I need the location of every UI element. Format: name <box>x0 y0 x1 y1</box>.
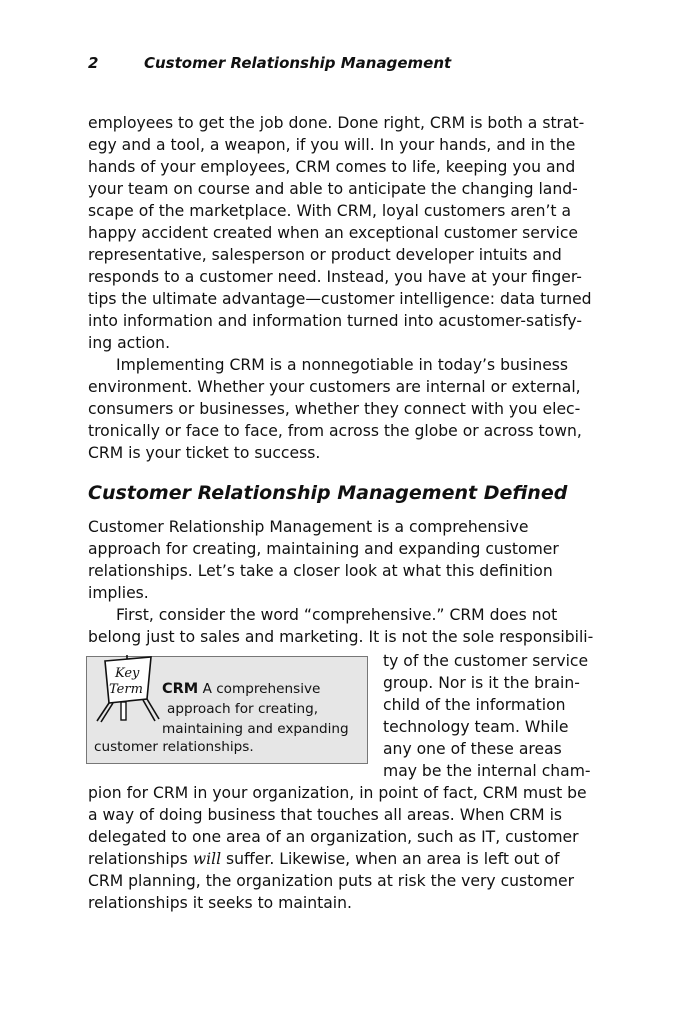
text-line: tips the ultimate advantage—customer intelligence: data turned <box>88 290 592 308</box>
wrapped-text <box>383 650 603 782</box>
key-term-line-3: maintaining and expanding <box>162 721 349 737</box>
text-line: egy and a tool, a weapon, if you will. In your hands, and in the <box>88 136 576 154</box>
text-line: Customer Relationship Management is a comprehensive <box>88 518 529 536</box>
text-line: Implementing CRM is a nonnegotiable in today’s business <box>116 356 569 374</box>
text-line: CRM planning, the organization puts at risk the very customer <box>88 872 575 890</box>
emphasis-will: will <box>192 850 222 868</box>
text-line: tronically or face to face, from across the globe or across town, <box>88 422 582 440</box>
text-line: delegated to one area of an organization, such as IT, customer <box>88 828 579 846</box>
text-run: relationships <box>88 850 188 868</box>
closing-paragraph <box>88 782 600 914</box>
text-line <box>88 848 600 870</box>
text-line: environment. Whether your customers are internal or external, <box>88 378 581 396</box>
text-line: pion for CRM in your organization, in point of fact, CRM must be <box>88 784 587 802</box>
text-line: group. Nor is it the brain- <box>383 674 580 692</box>
text-line: any one of these areas <box>383 740 562 758</box>
intro-paragraph <box>88 112 600 464</box>
text-line: into information and information turned into acustomer-satisfy- <box>88 312 582 330</box>
page-number: 2 <box>88 54 99 72</box>
key-term-text: A comprehensive <box>202 681 321 697</box>
key-term-word: CRM <box>162 681 199 697</box>
text-line: may be the internal cham- <box>383 762 591 780</box>
term-icon-text: Term <box>109 682 143 697</box>
text-line: consumers or businesses, whether they connect with you elec- <box>88 400 581 418</box>
definition-paragraph <box>88 516 600 648</box>
key-term-line-4: customer relationships. <box>94 739 254 755</box>
text-line: child of the information <box>383 696 566 714</box>
key-term-easel-icon <box>91 655 161 727</box>
section-heading: Customer Relationship Management Defined <box>88 482 568 504</box>
text-line: relationships it seeks to maintain. <box>88 894 352 912</box>
text-line: belong just to sales and marketing. It is not the sole responsibili- <box>88 628 594 646</box>
key-term-line-2: approach for creating, <box>167 701 319 717</box>
text-line: your team on course and able to anticipate the changing land- <box>88 180 578 198</box>
text-line: a way of doing business that touches all areas. When CRM is <box>88 806 563 824</box>
text-line: happy accident created when an exceptional customer service <box>88 224 579 242</box>
key-term-box <box>86 656 368 764</box>
text-line: scape of the marketplace. With CRM, loyal customers aren’t a <box>88 202 572 220</box>
text-line: ty of the customer service <box>383 652 589 670</box>
text-line: relationships. Let’s take a closer look at what this definition <box>88 562 553 580</box>
text-line: responds to a customer need. Instead, you have at your finger- <box>88 268 582 286</box>
key-icon-text: Key <box>115 666 140 681</box>
text-line: implies. <box>88 584 149 602</box>
text-line: approach for creating, maintaining and expanding customer <box>88 540 559 558</box>
key-term-line-1 <box>162 679 320 699</box>
running-title: Customer Relationship Management <box>144 54 452 72</box>
text-line: First, consider the word “comprehensive.” CRM does not <box>116 606 558 624</box>
running-header <box>88 54 622 72</box>
text-line: CRM is your ticket to success. <box>88 444 321 462</box>
text-run: suffer. Likewise, when an area is left out of <box>226 850 560 868</box>
text-line: technology team. While <box>383 718 569 736</box>
text-line: representative, salesperson or product developer intuits and <box>88 246 562 264</box>
text-line: employees to get the job done. Done right, CRM is both a strat- <box>88 114 585 132</box>
text-line: hands of your employees, CRM comes to life, keeping you and <box>88 158 576 176</box>
text-line: ing action. <box>88 334 171 352</box>
